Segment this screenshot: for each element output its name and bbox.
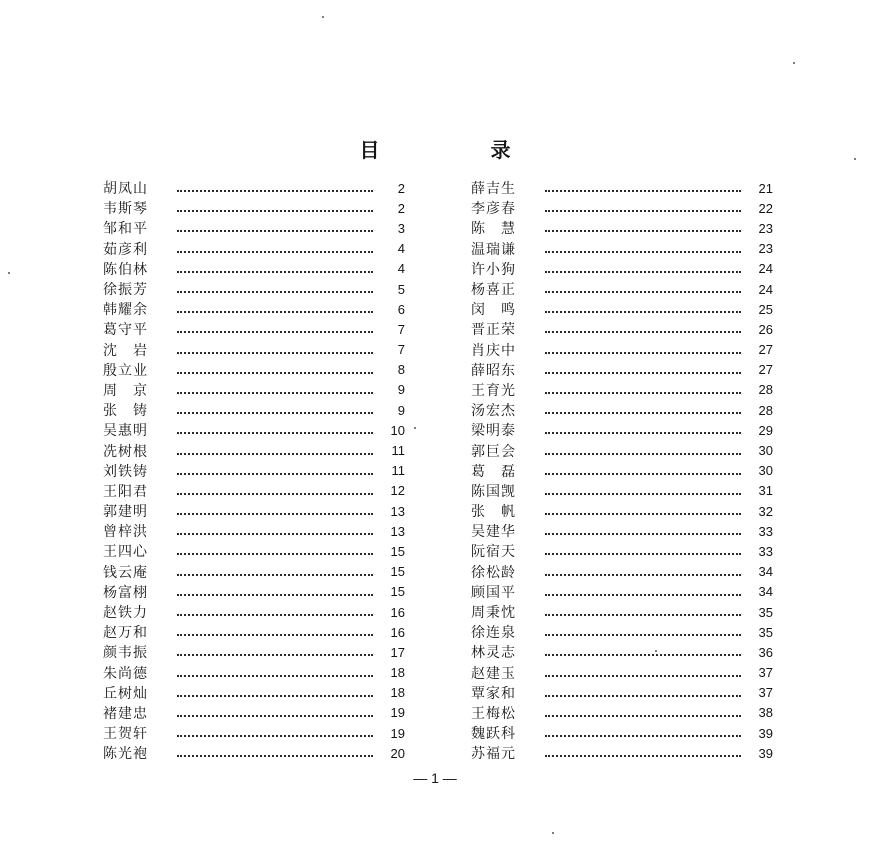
toc-entry — [103, 521, 405, 541]
scan-speck — [854, 158, 856, 160]
dot-leader — [545, 735, 741, 737]
dot-leader — [545, 251, 741, 253]
toc-entry-page: 29 — [758, 422, 773, 438]
toc-entry-name: 曾梓洪 — [103, 524, 148, 541]
toc-entry-name: 王四心 — [103, 544, 148, 561]
toc-entry — [471, 440, 773, 460]
toc-entry-name: 杨喜正 — [471, 282, 516, 299]
dot-leader — [545, 271, 741, 273]
dot-leader — [545, 331, 741, 333]
toc-entry-page: 34 — [758, 584, 773, 600]
toc-entry-name: 王育光 — [471, 382, 516, 399]
toc-entry — [471, 218, 773, 238]
dot-leader — [545, 513, 741, 515]
dot-leader — [545, 634, 741, 636]
dot-leader — [545, 311, 741, 313]
toc-entry — [471, 683, 773, 703]
toc-entry — [103, 663, 405, 683]
toc-entry-name: 李彦春 — [471, 201, 516, 218]
toc-entry-page: 15 — [390, 543, 405, 559]
toc-entry-page: 26 — [758, 321, 773, 337]
toc-entry — [103, 420, 405, 440]
dot-leader — [177, 654, 373, 656]
toc-entry — [471, 501, 773, 521]
toc-entry-name: 王阳君 — [103, 483, 148, 500]
toc-entry — [471, 360, 773, 380]
toc-entry — [471, 279, 773, 299]
toc-entry-name: 殷立业 — [103, 362, 148, 379]
toc-entry-name: 吴惠明 — [103, 423, 148, 440]
toc-entry — [103, 380, 405, 400]
toc-entry-name: 张 铸 — [103, 403, 148, 420]
toc-entry-page: 25 — [758, 301, 773, 317]
dot-leader — [177, 230, 373, 232]
dot-leader — [545, 594, 741, 596]
toc-entry-page: 18 — [390, 685, 405, 701]
toc-entry — [103, 360, 405, 380]
toc-entry — [471, 562, 773, 582]
toc-entry-name: 沈 岩 — [103, 342, 148, 359]
toc-entry — [103, 703, 405, 723]
toc-entry — [471, 743, 773, 763]
dot-leader — [545, 190, 741, 192]
toc-entry-name: 褚建忠 — [103, 705, 148, 722]
toc-entry — [471, 239, 773, 259]
toc-entry-page: 4 — [397, 261, 405, 277]
toc-entry-page: 20 — [390, 745, 405, 761]
dot-leader — [545, 352, 741, 354]
toc-entry-page: 7 — [397, 342, 405, 358]
dot-leader — [177, 675, 373, 677]
toc-entry-name: 陈国觊 — [471, 483, 516, 500]
toc-entry-page: 11 — [391, 463, 405, 479]
dot-leader — [177, 755, 373, 757]
toc-entry-page: 24 — [758, 281, 773, 297]
toc-entry-name: 赵建玉 — [471, 665, 516, 682]
toc-entry-name: 薛吉生 — [471, 181, 516, 198]
toc-entry — [103, 622, 405, 642]
toc-entry-name: 吴建华 — [471, 524, 516, 541]
toc-entry-page: 2 — [397, 200, 405, 216]
dot-leader — [177, 432, 373, 434]
toc-entry-name: 顾国平 — [471, 584, 516, 601]
dot-leader — [177, 271, 373, 273]
toc-entry-page: 5 — [397, 281, 405, 297]
toc-entry-name: 温瑞谦 — [471, 241, 516, 258]
toc-entry-page: 19 — [390, 725, 405, 741]
dot-leader — [545, 614, 741, 616]
toc-entry-name: 陈光袍 — [103, 746, 148, 763]
toc-entry-name: 颜韦振 — [103, 645, 148, 662]
toc-entry — [103, 481, 405, 501]
dot-leader — [177, 473, 373, 475]
toc-entry — [471, 461, 773, 481]
toc-entry — [103, 400, 405, 420]
dot-leader — [545, 473, 741, 475]
dot-leader — [177, 695, 373, 697]
dot-leader — [177, 553, 373, 555]
dot-leader — [545, 372, 741, 374]
toc-entry — [103, 440, 405, 460]
toc-entry-name: 王梅松 — [471, 705, 516, 722]
toc-entry — [103, 340, 405, 360]
toc-entry — [103, 683, 405, 703]
toc-entry-name: 邹和平 — [103, 221, 148, 238]
dot-leader — [545, 210, 741, 212]
dot-leader — [177, 614, 373, 616]
toc-entry-name: 郭建明 — [103, 504, 148, 521]
toc-entry-name: 魏跃科 — [471, 726, 516, 743]
toc-entry-name: 苏福元 — [471, 746, 516, 763]
toc-entry-page: 39 — [758, 745, 773, 761]
toc-entry-page: 7 — [397, 321, 405, 337]
toc-entry-name: 丘树灿 — [103, 685, 148, 702]
toc-entry-name: 徐松龄 — [471, 564, 516, 581]
toc-entry — [471, 259, 773, 279]
dot-leader — [545, 230, 741, 232]
dot-leader — [177, 574, 373, 576]
toc-entry-page: 4 — [397, 241, 405, 257]
dot-leader — [177, 594, 373, 596]
toc-entry-name: 刘铁铸 — [103, 463, 148, 480]
dot-leader — [177, 352, 373, 354]
toc-entry — [471, 380, 773, 400]
dot-leader — [545, 291, 741, 293]
toc-entry-page: 3 — [397, 220, 405, 236]
dot-leader — [545, 654, 741, 656]
toc-entry — [103, 461, 405, 481]
toc-entry-name: 许小狗 — [471, 261, 516, 278]
toc-entry-name: 周 京 — [103, 382, 148, 399]
toc-entry-page: 37 — [758, 665, 773, 681]
dot-leader — [545, 715, 741, 717]
scan-speck — [322, 16, 324, 18]
toc-entry-name: 林灵志 — [471, 645, 516, 662]
toc-entry — [103, 723, 405, 743]
dot-leader — [177, 392, 373, 394]
toc-entry-page: 36 — [758, 644, 773, 660]
toc-entry-name: 赵万和 — [103, 625, 148, 642]
toc-entry-page: 10 — [390, 422, 405, 438]
dot-leader — [545, 392, 741, 394]
toc-entry — [103, 239, 405, 259]
toc-entry-page: 30 — [758, 463, 773, 479]
dot-leader — [177, 513, 373, 515]
toc-entry — [471, 602, 773, 622]
scan-speck — [793, 62, 795, 64]
toc-entry-page: 27 — [758, 362, 773, 378]
toc-entry — [103, 642, 405, 662]
toc-entry-name: 钱云庵 — [103, 564, 148, 581]
toc-entry-page: 9 — [397, 382, 405, 398]
dot-leader — [177, 311, 373, 313]
toc-entry-page: 33 — [758, 523, 773, 539]
dot-leader — [177, 634, 373, 636]
toc-entry-page: 19 — [390, 705, 405, 721]
toc-entry-name: 葛 磊 — [471, 463, 516, 480]
toc-entry-page: 33 — [758, 543, 773, 559]
dot-leader — [177, 291, 373, 293]
toc-entry — [103, 602, 405, 622]
toc-entry-page: 18 — [390, 665, 405, 681]
toc-entry-page: 16 — [390, 604, 405, 620]
dot-leader — [177, 453, 373, 455]
toc-entry-name: 徐连泉 — [471, 625, 516, 642]
toc-entry — [471, 521, 773, 541]
toc-entry-page: 30 — [758, 443, 773, 459]
toc-entry-page: 2 — [397, 180, 405, 196]
toc-entry-name: 茹彦利 — [103, 241, 148, 258]
toc-entry — [471, 420, 773, 440]
toc-entry — [471, 400, 773, 420]
dot-leader — [545, 533, 741, 535]
toc-entry-page: 13 — [390, 503, 405, 519]
toc-entry — [471, 541, 773, 561]
toc-entry-name: 张 帆 — [471, 504, 516, 521]
toc-entry-name: 覃家和 — [471, 685, 516, 702]
toc-entry-page: 16 — [390, 624, 405, 640]
toc-entry — [103, 319, 405, 339]
toc-entry-name: 晋正荣 — [471, 322, 516, 339]
toc-entry — [103, 279, 405, 299]
toc-column-right — [471, 178, 773, 763]
dot-leader — [177, 533, 373, 535]
toc-entry-name: 汤宏杰 — [471, 403, 516, 420]
toc-entry-page: 22 — [758, 200, 773, 216]
toc-column-left — [103, 178, 405, 763]
toc-entry-page: 21 — [758, 180, 773, 196]
toc-entry-page: 28 — [758, 382, 773, 398]
toc-entry — [471, 723, 773, 743]
page-number-footer: — 1 — — [413, 770, 457, 786]
toc-entry-name: 朱尚德 — [103, 665, 148, 682]
toc-entry-page: 13 — [390, 523, 405, 539]
toc-entry — [471, 198, 773, 218]
toc-entry-name: 陈伯林 — [103, 261, 148, 278]
dot-leader — [545, 553, 741, 555]
toc-entry-page: 35 — [758, 604, 773, 620]
page-title: 目 录 — [359, 138, 563, 162]
toc-entry-name: 胡凤山 — [103, 181, 148, 198]
dot-leader — [545, 695, 741, 697]
toc-entry-page: 8 — [397, 362, 405, 378]
toc-entry-page: 32 — [758, 503, 773, 519]
dot-leader — [177, 190, 373, 192]
toc-entry-page: 31 — [758, 483, 773, 499]
toc-entry-name: 陈 慧 — [471, 221, 516, 238]
toc-entry-page: 15 — [390, 564, 405, 580]
toc-entry — [103, 198, 405, 218]
dot-leader — [545, 453, 741, 455]
toc-entry-name: 杨富栩 — [103, 584, 148, 601]
dot-leader — [177, 251, 373, 253]
toc-entry-name: 肖庆中 — [471, 342, 516, 359]
toc-entry — [103, 562, 405, 582]
toc-entry — [103, 299, 405, 319]
toc-entry — [471, 481, 773, 501]
toc-entry-page: 27 — [758, 342, 773, 358]
dot-leader — [177, 331, 373, 333]
toc-entry — [471, 582, 773, 602]
toc-entry-page: 24 — [758, 261, 773, 277]
toc-entry-name: 韩耀余 — [103, 302, 148, 319]
toc-entry-page: 12 — [390, 483, 405, 499]
toc-entry-page: 23 — [758, 220, 773, 236]
toc-entry-page: 28 — [758, 402, 773, 418]
toc-entry-name: 徐振芳 — [103, 282, 148, 299]
toc-entry — [471, 663, 773, 683]
dot-leader — [177, 372, 373, 374]
toc-entry-page: 11 — [391, 443, 405, 459]
toc-entry — [103, 259, 405, 279]
dot-leader — [545, 493, 741, 495]
toc-entry-page: 17 — [390, 644, 405, 660]
dot-leader — [545, 574, 741, 576]
toc-entry-name: 闵 鸣 — [471, 302, 516, 319]
toc-entry — [103, 541, 405, 561]
toc-entry-page: 23 — [758, 241, 773, 257]
toc-entry-page: 37 — [758, 685, 773, 701]
toc-entry-page: 6 — [397, 301, 405, 317]
toc-entry — [471, 319, 773, 339]
dot-leader — [177, 210, 373, 212]
dot-leader — [177, 493, 373, 495]
toc-entry — [103, 178, 405, 198]
toc-entry-name: 郭巨会 — [471, 443, 516, 460]
toc-entry-page: 39 — [758, 725, 773, 741]
toc-entry-page: 34 — [758, 564, 773, 580]
toc-entry — [103, 218, 405, 238]
toc-entry — [103, 743, 405, 763]
scan-speck — [655, 650, 657, 652]
toc-entry — [471, 622, 773, 642]
toc-entry — [471, 340, 773, 360]
dot-leader — [545, 675, 741, 677]
toc-entry — [471, 299, 773, 319]
toc-entry-name: 周秉忱 — [471, 605, 516, 622]
toc-entry-name: 薛昭东 — [471, 362, 516, 379]
dot-leader — [177, 715, 373, 717]
toc-entry-page: 35 — [758, 624, 773, 640]
toc-entry-name: 阮宿天 — [471, 544, 516, 561]
toc-entry-name: 韦斯琴 — [103, 201, 148, 218]
scan-speck — [552, 832, 554, 834]
dot-leader — [545, 755, 741, 757]
dot-leader — [545, 432, 741, 434]
toc-entry-name: 王贺轩 — [103, 726, 148, 743]
toc-entry — [471, 178, 773, 198]
toc-entry — [471, 703, 773, 723]
dot-leader — [177, 735, 373, 737]
scan-speck — [8, 272, 10, 274]
toc-entry-name: 赵铁力 — [103, 605, 148, 622]
toc-entry-page: 9 — [397, 402, 405, 418]
toc-entry-name: 葛守平 — [103, 322, 148, 339]
scan-speck — [414, 427, 416, 429]
dot-leader — [177, 412, 373, 414]
toc-entry-page: 38 — [758, 705, 773, 721]
dot-leader — [545, 412, 741, 414]
toc-entry — [103, 501, 405, 521]
toc-entry-name: 冼树根 — [103, 443, 148, 460]
toc-entry-name: 梁明泰 — [471, 423, 516, 440]
toc-entry — [471, 642, 773, 662]
toc-entry — [103, 582, 405, 602]
toc-entry-page: 15 — [390, 584, 405, 600]
